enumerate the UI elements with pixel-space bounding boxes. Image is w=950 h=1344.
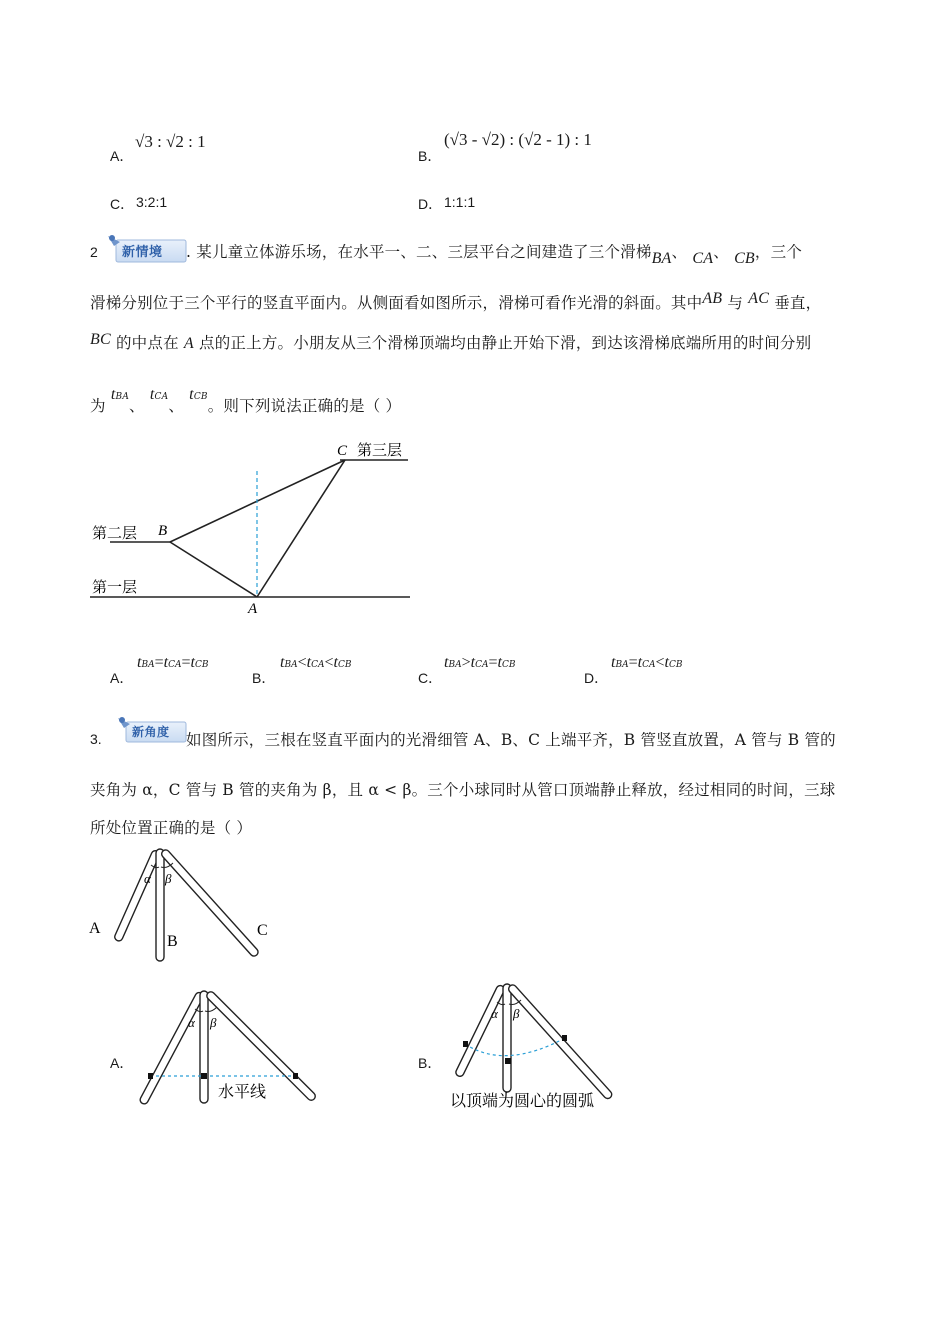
tube-a [455,984,506,1077]
q2-sep: 、 [671,243,688,261]
q2-sep: 、 [713,243,729,261]
q2-option-a-expr: tBA=tCA=tCB [137,654,209,671]
q1-option-d-label: D． [418,196,443,212]
q2-badge [102,232,168,260]
q2-seg-ac: AC [748,290,770,307]
q2-t-ca: tCA [149,386,169,403]
beta-label: β [210,1015,217,1030]
q3-number: 3. [90,731,102,747]
q2-line2-tail: 垂直， [769,294,822,312]
q2-line3 [90,331,811,353]
q2-number: 2 [90,244,98,260]
q2-line2-text: 滑梯分别位于三个平行的竖直平面内。从侧面看如图所示，滑梯可看作光滑的斜面。其中 [90,294,703,312]
q3-badge-text: 新角度 [132,725,170,739]
q1-option-a-label: A． [110,148,134,164]
expr-op: = [488,654,498,671]
label-floor1: 第一层 [92,580,138,596]
q3-option-a-label: A． [110,1055,134,1071]
q2-t-ba-sub: BA [115,392,130,402]
expr-sub: CB [337,660,352,670]
ball-c [562,1035,567,1041]
expr-sub: CB [194,660,209,670]
q2-badge-text: 新情境 [122,245,163,260]
tube-c-label: C [257,922,268,939]
tube-b [503,984,511,1092]
q2-t-cb: tCB [189,386,208,403]
q3-line1: 如图所示，三根在竖直平面内的光滑细管 A、B、C 上端平齐，B 管竖直放置，A 管与 B 管的 [186,731,836,749]
expr-sub: CA [311,660,325,670]
ball-a [148,1073,153,1079]
ball-b [505,1058,511,1064]
alpha-label: α [491,1006,498,1021]
q2-line3-tail: 点的正上方。小朋友从三个滑梯顶端均由静止开始下滑，到达该滑梯底端所用的时间分别 [193,334,812,352]
q1-option-a-math: √3 : √2 : 1 [135,132,206,151]
q2-slide-ba: BA [651,250,672,267]
q2-option-b-expr: tBA<tCA<tCB [280,654,352,671]
tube-b-label: B [167,933,178,950]
q2-t-ca-sub: CA [154,392,169,402]
q2-line2 [90,291,821,313]
tube-a [139,991,205,1105]
label-floor3: 第三层 [357,443,403,459]
tube-b [200,991,208,1103]
alpha-label: α [188,1015,195,1030]
q1-option-b-label: B． [418,148,442,164]
alpha-label: α [144,871,151,886]
expr-op: = [181,654,191,671]
q3-option-b-figure [435,980,635,1115]
q2-line4 [90,386,402,416]
tube-c [507,983,613,1100]
expr-op: < [655,654,665,671]
q2-slide-ca: CA [692,250,714,267]
q1-option-c-label: C． [110,196,135,212]
tube-a [113,849,160,942]
q2-line1-text: . 某儿童立体游乐场，在水平一、二、三层平台之间建造了三个滑梯 [186,243,652,261]
q3-line3: 所处位置正确的是（ ） [90,819,253,837]
q2-line4-text: 为 [90,397,106,415]
q2-line2-and: 与 [722,294,749,312]
tube-a-label: A [89,920,101,937]
label-a: A [248,601,258,617]
q2-line1-tail: ，三个 [754,243,803,261]
q2-t-cb-sub: CB [193,392,208,402]
expr-op: = [628,654,638,671]
q2-line3-text: 的中点在 [110,334,184,352]
q2-line4-tail: 。则下列说法正确的是（ ） [207,397,402,415]
q2-option-d-expr: tBA=tCA<tCB [611,654,683,671]
q2-seg-ab: AB [702,290,723,307]
label-b: B [158,523,168,539]
q1-option-d-text: 1:1:1 [444,194,476,210]
expr-sub: CA [642,660,656,670]
q2-option-c-expr: tBA>tCA=tCB [444,654,516,671]
label-floor2: 第二层 [92,526,138,542]
q2-sep: 、 [168,397,185,415]
expr-sub: CB [501,660,516,670]
expr-sub: CA [168,660,182,670]
tubes-diagram [85,843,285,968]
q2-slide-cb: CB [734,250,755,267]
q2-option-b-label: B． [252,670,276,686]
q2-t-ba: tBA [110,386,130,403]
label-c: C [337,443,348,459]
expr-op: < [324,654,334,671]
beta-label: β [513,1006,520,1021]
q3-badge [112,714,178,738]
ball-b [201,1073,207,1079]
q3-option-b-label: B． [418,1055,442,1071]
ball-c [293,1073,298,1079]
expr-op: > [461,654,471,671]
q3-option-b-caption: 以顶端为圆心的圆弧 [450,1093,595,1110]
q2-point-a: A [183,335,194,352]
ball-a [463,1041,468,1047]
expr-sub: BA [615,660,629,670]
q2-option-a-label: A． [110,670,134,686]
q2-option-c-label: C． [418,670,443,686]
expr-sub: BA [141,660,155,670]
tube-b [156,849,164,961]
q2-option-d-label: D． [584,670,609,686]
slide-diagram [85,435,425,620]
q3-option-a-figure [128,985,328,1105]
q3-option-a-caption: 水平线 [218,1084,267,1101]
expr-sub: CB [668,660,683,670]
expr-op: = [154,654,164,671]
q2-seg-bc: BC [90,331,111,348]
slide-ba [170,542,257,597]
q1-option-b-math: (√3 - √2) : (√2 - 1) : 1 [444,130,592,149]
q1-option-c-text: 3:2:1 [136,194,168,210]
q2-line1 [186,240,803,267]
expr-op: < [297,654,307,671]
expr-sub: BA [284,660,298,670]
q2-sep: 、 [129,397,145,415]
q3-line2: 夹角为 α，C 管与 B 管的夹角为 β，且 α < β。三个小球同时从管口顶端静止释放，经过相同的时间，三球 [90,781,836,799]
expr-sub: CA [475,660,489,670]
expr-sub: BA [448,660,462,670]
beta-label: β [165,871,172,886]
